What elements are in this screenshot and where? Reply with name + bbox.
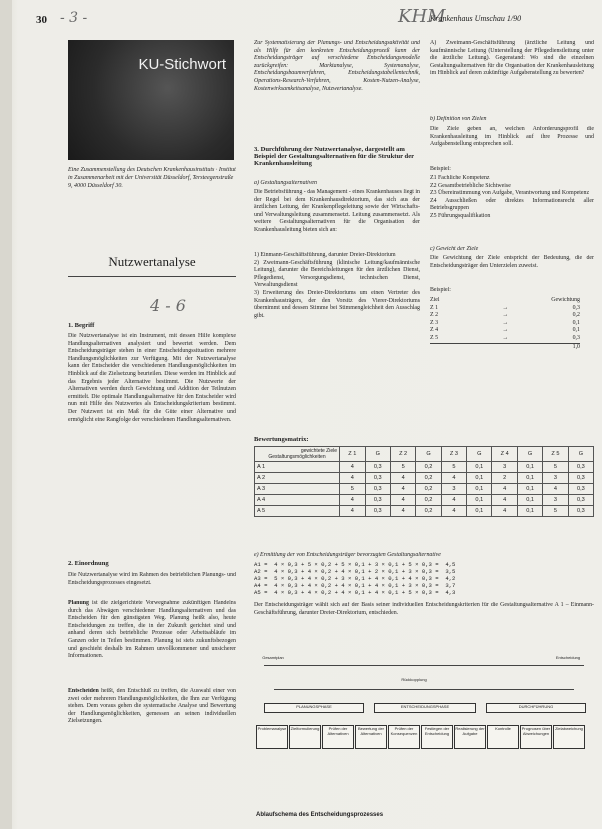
calc-block (254, 561, 594, 596)
caption: Eine Zusammenstellung des Deutschen Krankenhausinstituts · Institut in Zusammenarbeit mit der Universität Düsseldorf, Tersteegenstraße 9, 4000 Düsseldorf 30. (68, 167, 236, 189)
calc-line: A4 = 4 × 0,3 + 4 × 0,2 + 4 × 0,1 + 4 × 0,1 + 3 × 0,3 = 3,7 (254, 582, 456, 589)
matrix-row (255, 495, 594, 506)
matrix-row (255, 473, 594, 484)
matrix-cell: 0,1 (467, 495, 492, 506)
weight-row: Z 1 → 0,3 (430, 304, 580, 311)
sub-c-text: Die Gewichtung der Ziele entspricht der Bedeutung, die der Entscheidungsträger den Unterzielen zuweist. (430, 255, 594, 269)
matrix-cell: 4 (441, 495, 467, 506)
calc-line: A5 = 4 × 0,3 + 4 × 0,2 + 4 × 0,1 + 4 × 0,1 + 5 × 0,3 = 4,3 (254, 589, 456, 596)
matrix-cell: 3 (492, 462, 518, 473)
matrix-cell: 0,1 (467, 506, 492, 517)
planning-text: ist die zielgerichtete Vorwegnahme zukünftigen Handelns durch das Abwägen verschiedener Handlungsalternativen und das Entscheiden für den günstigsten Weg. Planung heißt also, heute Entscheidungen zu treffen, die in der Zukunft gerichtet sind und anhand deren sich betriebliche Prozesse oder Arbeitsabläufe im Ganzen oder in Teilen bestimmen. Planung ist stets zukunftsbezogen und geschieht deshalb im Rahmen unvollkommener und unsicherer Informationen. (68, 600, 236, 660)
matrix-cell: 0,1 (467, 473, 492, 484)
matrix-cell: 0,1 (518, 506, 543, 517)
calc-line: A3 = 5 × 0,3 + 4 × 0,2 + 3 × 0,1 + 4 × 0,1 + 4 × 0,3 = 4,2 (254, 575, 456, 582)
matrix-cell: 0,3 (365, 495, 390, 506)
matrix-cell: 4 (492, 506, 518, 517)
matrix-cell: 4 (492, 495, 518, 506)
weights-label: Beispiel: (430, 287, 451, 293)
weight-goal: Z 5 (430, 334, 439, 341)
page-title: Nutzwertanalyse (108, 254, 196, 269)
matrix-cell: 0,1 (518, 473, 543, 484)
weights-header-weight: Gewichtung (551, 297, 580, 303)
matrix-row-label: A 1 (255, 462, 340, 473)
example-label: Beispiel: (430, 166, 451, 172)
matrix-cell: 0,2 (416, 495, 441, 506)
binding-edge (0, 0, 12, 829)
matrix-header (255, 447, 594, 462)
flow-step: Prüfen der Alternativen (322, 725, 354, 749)
matrix-cell: 0,1 (518, 484, 543, 495)
flow-step: Zielabweichung (553, 725, 585, 749)
matrix-body (255, 462, 594, 517)
calc-line: A2 = 4 × 0,3 + 4 × 0,2 + 4 × 0,1 + 2 × 0,1 + 3 × 0,3 = 3,5 (254, 568, 456, 575)
weight-goal: Z 2 (430, 312, 439, 319)
flow-step: Kontrolle (487, 725, 519, 749)
flow-feedback-line (274, 689, 574, 690)
matrix-col: G (416, 447, 441, 462)
matrix-cell: 2 (492, 473, 518, 484)
divider (68, 276, 236, 277)
weight-row: Z 5 → 0,3 (430, 334, 580, 341)
alternative-3: 3) Erweiterung des Dreier-Direktoriums um einen Vertreter des Krankenhausträgers, der den Vorsitz des Vierer-Direktoriums übernimmt und dessen Stimme bei Stimmengleichheit den Ausschlag gibt. (254, 289, 420, 319)
weights-header-goal: Ziel (430, 297, 440, 303)
section-2-planning (68, 600, 236, 686)
matrix-cell: 5 (543, 462, 569, 473)
flow-top-right: Entscheidung (555, 655, 581, 660)
matrix-row (255, 506, 594, 517)
banner-image (68, 40, 234, 160)
flow-step: Problemanalyse (256, 725, 288, 749)
matrix-row-label: A 3 (255, 484, 340, 495)
deciding-lead: Entscheiden (68, 688, 99, 694)
weight-value: 0,2 (572, 312, 580, 319)
flow-diagram (254, 655, 594, 805)
matrix-cell: 0,3 (568, 473, 593, 484)
flow-step: Zielformulierung (289, 725, 321, 749)
corner-bottom: Gestaltungsmöglichkeiten (268, 454, 326, 460)
matrix-col: G (568, 447, 593, 462)
section-3-text: Die Betriebsführung - das Management - eines Krankenhauses liegt in der Regel bei dem Krankenhausdirektorium, das sich aus der ärztlichen Leitung, der Krankenpflegeleitung sowie der Wirtschafts- und Verwaltungsleitung zusammensetzt. Leitung zusammensetzt. Als weitere Gestaltungsalternativen für die Organisation der Krankenhausleitung bieten sich an: (254, 189, 420, 233)
matrix-cell: 0,3 (365, 473, 390, 484)
matrix-cell: 4 (390, 506, 416, 517)
planning-lead: Planung (68, 600, 89, 606)
matrix-cell: 0,1 (518, 462, 543, 473)
matrix-col: Z 1 (340, 447, 366, 462)
matrix-cell: 0,3 (365, 484, 390, 495)
matrix-cell: 3 (543, 495, 569, 506)
matrix-cell: 4 (390, 495, 416, 506)
matrix-cell: 5 (441, 462, 467, 473)
flow-step: Festlegen der Entscheidung (421, 725, 453, 749)
flow-step: Prognosen über Abweichungen (520, 725, 552, 749)
matrix-cell: 0,2 (416, 473, 441, 484)
matrix-cell: 0,1 (467, 462, 492, 473)
matrix-cell: 0,1 (467, 484, 492, 495)
page-number: 30 (36, 14, 47, 26)
matrix-row-label: A 5 (255, 506, 340, 517)
matrix-col: Z 5 (543, 447, 569, 462)
goal-4: Z4 Ausschließen oder direktes Informationsrecht aller Betriebsgruppen (430, 197, 594, 212)
matrix-cell: 4 (340, 462, 366, 473)
sub-b-text: Die Ziele geben an, welchen Anforderungsprofil die Krankenhausleitung im Hinblick auf ihre Prozesse und Aufgabenstellung entsprechen soll. (430, 126, 594, 148)
calc-title: e) Ermittlung der von Entscheidungsträger bevorzugten Gestaltungsalternative (254, 552, 441, 558)
matrix-cell: 5 (543, 506, 569, 517)
matrix-cell: 4 (390, 484, 416, 495)
matrix-cell: 5 (340, 484, 366, 495)
section-3-title: 3. Durchführung der Nutzwertanalyse, dargestellt am Beispiel der Gestaltungsalternativen für die Struktur der Krankenhausleitung (254, 146, 414, 167)
weight-goal: Z 4 (430, 327, 439, 334)
calc-line: A1 = 4 × 0,3 + 5 × 0,2 + 5 × 0,1 + 3 × 0,1 + 5 × 0,3 = 4,5 (254, 561, 456, 568)
flow-step: Prüfen der Konsequenzen (388, 725, 420, 749)
matrix-col: G (365, 447, 390, 462)
section-2-deciding (68, 688, 236, 758)
evaluation-matrix (254, 446, 594, 517)
matrix-cell: 4 (340, 473, 366, 484)
flow-step: Bewertung der Alternativen (355, 725, 387, 749)
weights-sum: 1,0 (430, 343, 580, 352)
sub-b-title: b) Definition von Zielen (430, 116, 487, 122)
phase-decision: ENTSCHEIDUNGSPHASE (374, 703, 476, 713)
goal-1: Z1 Fachliche Kompetenz (430, 175, 490, 181)
matrix-cell: 3 (441, 484, 467, 495)
column-3-text: A) Zweimann-Geschäftsführung (ärztliche Leitung und kaufmännische Leitung (Unterstellung der Pflegedienstleitung unter die ärztliche Leitung). Gegenstand: Wo sind die einzelnen Gestaltungsalternativen für die Organisation der Krankenhausleitung im Hinblick auf deren zukünftige Aufgabenstellung zu bewerten? (430, 40, 594, 77)
flow-top-line (264, 665, 584, 666)
section-2-text: Die Nutzwertanalyse wird im Rahmen des betrieblichen Planungs- und Entscheidungsprozesses eingesetzt. (68, 572, 236, 586)
matrix-cell: 4 (441, 506, 467, 517)
flow-step: Realisierung der Aufgabe (454, 725, 486, 749)
flow-top-left: Gesamtplan (262, 655, 284, 660)
matrix-row-label: A 4 (255, 495, 340, 506)
goals-list (430, 175, 594, 241)
handwriting-mid: 4 - 6 (150, 296, 186, 315)
weight-row: Z 2 → 0,2 (430, 312, 580, 319)
matrix-cell: 0,2 (416, 506, 441, 517)
weights-header (430, 297, 580, 305)
weight-goal: Z 1 (430, 304, 439, 311)
matrix-col: Z 3 (441, 447, 467, 462)
matrix-cell: 4 (390, 473, 416, 484)
corner-top: gewichtete Ziele (300, 448, 337, 454)
matrix-corner (255, 447, 340, 462)
running-head: Krankenhaus Umschau 1/90 (430, 14, 522, 23)
matrix-cell: 0,3 (568, 506, 593, 517)
matrix-cell: 0,2 (416, 462, 441, 473)
weight-value: 0,3 (572, 334, 580, 341)
goal-5: Z5 Führungsqualifikation (430, 212, 491, 219)
matrix-cell: 4 (441, 473, 467, 484)
handwriting-top: - 3 - (60, 10, 88, 26)
section-1-title: 1. Begriff (68, 322, 95, 329)
handwriting-top-right: KHM (398, 6, 446, 27)
section-1-text: Die Nutzwertanalyse ist ein Instrument, mit dessen Hilfe komplexe Handlungsalternativen analysiert und bewertet werden. Dem Entscheidungsträger stehen in einer Entscheidungssituation mehrere Handlungsmöglichkeiten zur Verfügung. Mit der Nutzwertanalyse kann der Entscheider die verschiedenen Handlungsmöglichkeiten im Hinblick auf die Zielsetzung beurteilen. Diese werden im Hinblick auf das Ergebnis jeder Alternative bestimmt. Die Nutzwerte der Alternativen werden durch Gewichtung und Addition der Teilnutzen ermittelt. Die optimale Handlungsalternative für den Entscheider wird nun mit Hilfe des Nutzwertes als Entscheidungskriterium bestimmt. Der Nutzwert ist ein Maß für die Güte einer Alternative und ermöglicht eine Rangfolge der verschiedenen Handlungsalternativen. (68, 333, 236, 423)
matrix-cell: 3 (543, 473, 569, 484)
deciding-text: heißt, den Entschluß zu treffen, die Auswahl einer von zwei oder mehreren Handlungsmöglichkeiten, die Ihm zur Verfügung stehen. Dem voraus gehen die systematische Analyse und Bewertung der Handlungsmöglichkeiten, gemessen an seinen individuellen Zielsetzungen. (68, 688, 236, 725)
matrix-col: G (518, 447, 543, 462)
weight-row: Z 3 → 0,1 (430, 319, 580, 326)
weight-row: Z 4 → 0,1 (430, 327, 580, 334)
section-3-sub: a) Gestaltungsalternativen (254, 180, 317, 186)
matrix-cell: 0,3 (365, 462, 390, 473)
matrix-cell: 4 (340, 506, 366, 517)
alternatives-list (254, 252, 420, 438)
goal-3: Z3 Übereinstimmung von Aufgabe, Verantwortung und Kompetenz (430, 190, 590, 197)
weight-goal: Z 3 (430, 319, 439, 326)
matrix-cell: 0,2 (416, 484, 441, 495)
matrix-row-label: A 2 (255, 473, 340, 484)
calc-conclusion: Der Entscheidungsträger wählt sich auf der Basis seiner individuellen Entscheidungskriterien für die Gestaltungsalternative A 1 – Einmann-Geschäftsführung, darunter Dreier-Direktorium, entschieden. (254, 602, 594, 616)
matrix-row (255, 462, 594, 473)
weight-value: 0,1 (572, 327, 580, 334)
matrix-cell: 0,3 (568, 495, 593, 506)
matrix-caption: Bewertungsmatrix: (254, 436, 309, 443)
weight-value: 0,1 (572, 319, 580, 326)
flow-title: Ablaufschema des Entscheidungsprozesses (256, 812, 384, 818)
section-2-title: 2. Einordnung (68, 560, 109, 567)
matrix-cell: 0,1 (518, 495, 543, 506)
matrix-cell: 5 (390, 462, 416, 473)
matrix-col: Z 2 (390, 447, 416, 462)
matrix-col: Z 4 (492, 447, 518, 462)
flow-feedback: Rückkopplung (401, 677, 427, 682)
phase-planning: PLANUNGSPHASE (264, 703, 364, 713)
matrix-cell: 0,3 (568, 462, 593, 473)
sub-c-title: c) Gewicht der Ziele (430, 246, 479, 252)
column-2-intro: Zur Systematisierung der Planungs- und Entscheidungsaktivität und als Hilfe für den konkreten Entscheidungsprozeß kann der Entscheidungsträger auf verschiedene Entscheidungsmodelle zurückgreifen: Marktanalyse, Systemanalyse, Entscheidungsbaumverfahren, Entscheidungstabellentechnik, Operations-Research-Verfahren, Kosten-Nutzen-Analyse, Kostenwirksamkeitsanalyse, Nutzwertanalyse. (254, 40, 420, 92)
matrix-cell: 4 (543, 484, 569, 495)
phase-execution: DURCHFÜHRUNG (486, 703, 586, 713)
goal-2: Z2 Gesamtbetriebliche Sichtweise (430, 182, 511, 189)
weight-value: 0,3 (572, 304, 580, 311)
matrix-cell: 0,3 (365, 506, 390, 517)
matrix-cell: 4 (340, 495, 366, 506)
alternative-2: 2) Zweimann-Geschäftsführung (klinische Leitung/kaufmännische Leitung), darunter die Bereichsleitungen für den ärztlichen Dienst, Pflegedienst, Versorgungsdienst, technischen Dienst, Verwaltungsdienst (254, 259, 420, 289)
matrix-cell: 4 (492, 484, 518, 495)
banner-title: KU-Stichwort (138, 56, 226, 73)
matrix-cell: 0,3 (568, 484, 593, 495)
matrix-row (255, 484, 594, 495)
alternative-1: 1) Einmann-Geschäftsführung, darunter Dreier-Direktorium (254, 252, 396, 258)
weights-table (430, 297, 580, 367)
matrix-col: G (467, 447, 492, 462)
